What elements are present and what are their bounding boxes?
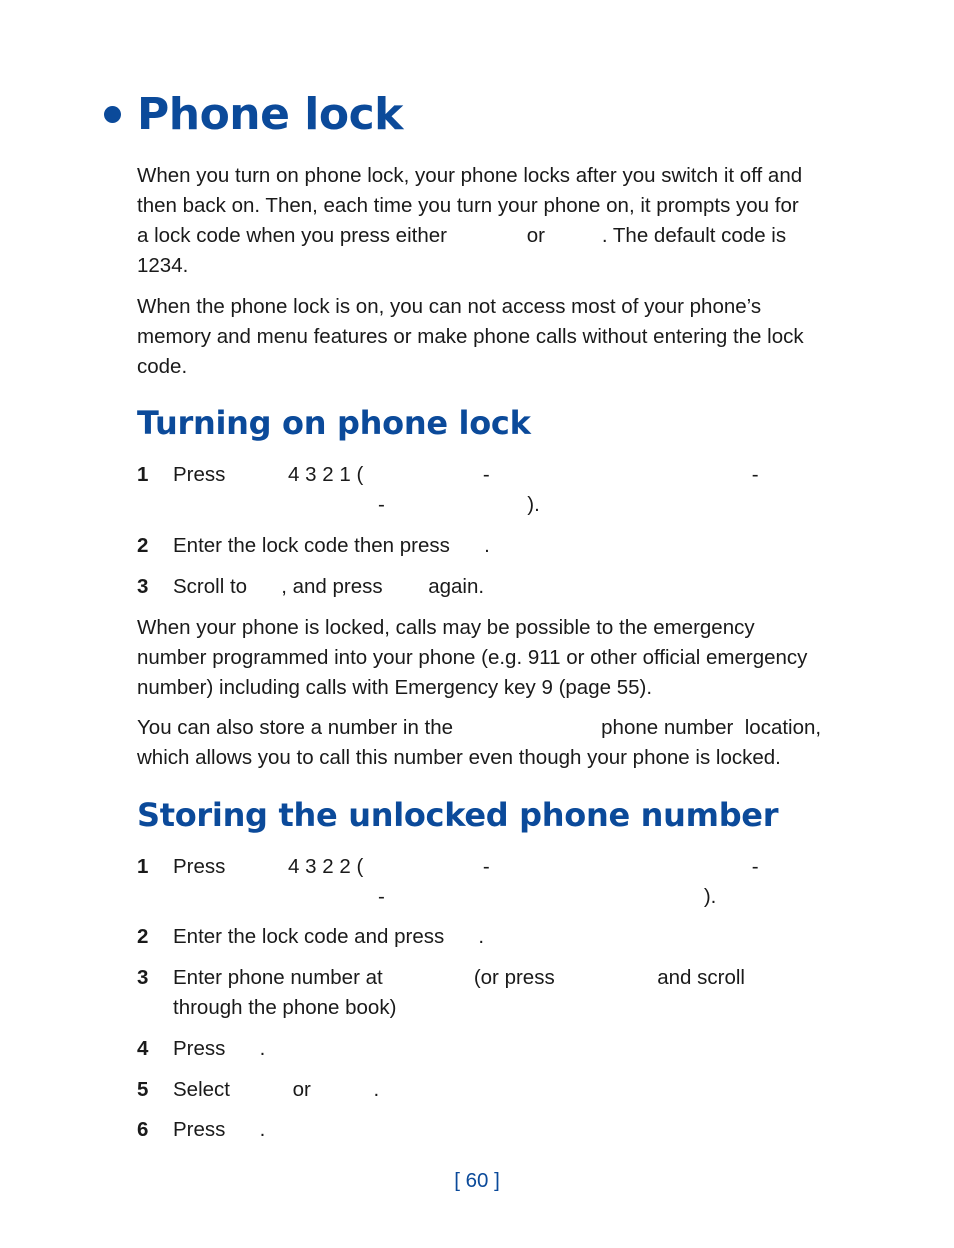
access-paragraph [137, 292, 837, 382]
text-line: number programmed into your phone (e.g. 911 or other official emergency [137, 646, 808, 669]
step-number: 5 [137, 1078, 149, 1101]
text-line: When you turn on phone lock, your phone locks after you switch it off and [137, 164, 803, 187]
text-line: When your phone is locked, calls may be possible to the emergency [137, 616, 755, 639]
text-line: a lock code when you press either or . The default code is [137, 224, 787, 247]
step-text: Scroll to , and press again. [173, 575, 485, 598]
page-title [100, 80, 403, 150]
text-line: code. [137, 355, 188, 378]
step-text: Press . [173, 1037, 266, 1060]
text-line: number) including calls with Emergency key 9 (page 55). [137, 676, 653, 699]
step-item [137, 572, 837, 602]
step-number: 4 [137, 1037, 149, 1060]
text-line: 1234. [137, 254, 189, 277]
emergency-paragraph [137, 613, 837, 703]
step-number: 2 [137, 534, 149, 557]
step-text: Enter the lock code then press . [173, 534, 490, 557]
store-paragraph [137, 713, 837, 773]
step-text: Enter the lock code and press . [173, 925, 485, 948]
text-line: When the phone lock is on, you can not access most of your phone’s [137, 295, 762, 318]
intro-paragraph [137, 161, 837, 281]
step-number: 6 [137, 1118, 149, 1141]
text-line: You can also store a number in the phone number location, [137, 716, 822, 739]
step-number: 3 [137, 575, 149, 598]
text-line: which allows you to call this number even though your phone is locked. [137, 746, 781, 769]
step-text: Press 4 3 2 1 ( - - - ). [173, 463, 759, 516]
step-item [137, 1034, 837, 1064]
section-heading-storing: Storing the unlocked phone number [137, 796, 779, 834]
step-item [137, 963, 837, 1023]
step-number: 1 [137, 855, 149, 878]
text-line: then back on. Then, each time you turn your phone on, it prompts you for [137, 194, 799, 217]
step-number: 2 [137, 925, 149, 948]
text-line: memory and menu features or make phone calls without entering the lock [137, 325, 804, 348]
step-item [137, 460, 837, 520]
step-item [137, 1075, 837, 1105]
page-number: [ 60 ] [454, 1169, 500, 1192]
step-item [137, 1115, 837, 1145]
step-number: 1 [137, 463, 149, 486]
step-text: Enter phone number at (or press and scroll through the phone book) [173, 966, 745, 1019]
step-text: Press 4 3 2 2 ( - - - ). [173, 855, 759, 908]
step-item [137, 852, 837, 912]
bullet-icon [104, 106, 121, 123]
section-heading-turning-on: Turning on phone lock [137, 404, 531, 442]
step-text: Press . [173, 1118, 266, 1141]
page-title-text: Phone lock [137, 89, 403, 140]
step-number: 3 [137, 966, 149, 989]
step-text: Select or . [173, 1078, 380, 1101]
step-item [137, 922, 837, 952]
step-item [137, 531, 837, 561]
